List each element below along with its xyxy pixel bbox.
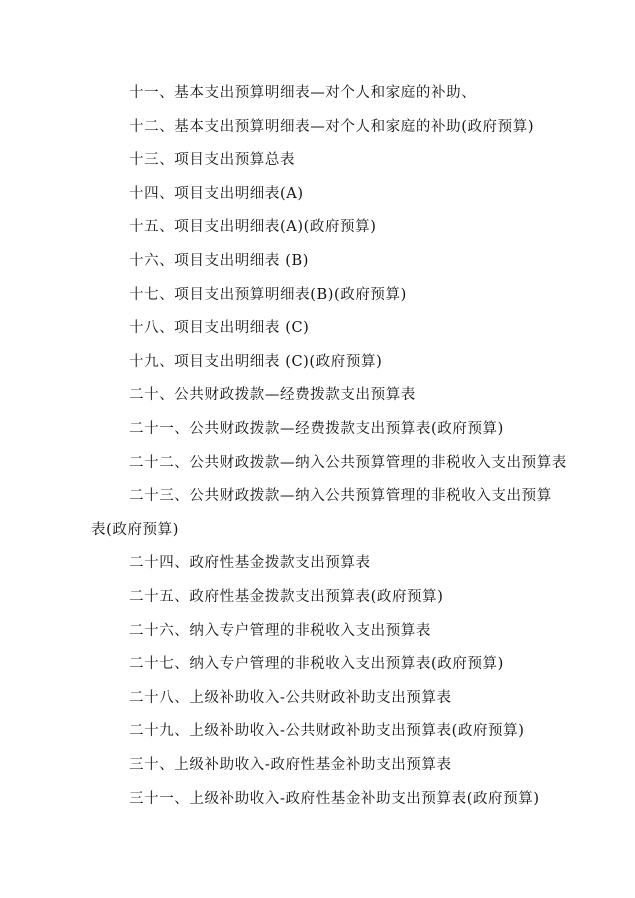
list-item: 十五、项目支出明细表(A)(政府预算)	[129, 219, 377, 235]
list-item: 十七、项目支出预算明细表(B)(政府预算)	[129, 287, 407, 303]
list-item: 十三、项目支出预算总表	[129, 152, 296, 168]
list-item: 十一、基本支出预算明细表—对个人和家庭的补助、	[129, 85, 477, 101]
list-item: 二十六、纳入专户管理的非税收入支出预算表	[129, 623, 431, 639]
list-item: 二十一、公共财政拨款—经费拨款支出预算表(政府预算)	[129, 421, 504, 437]
list-item: 二十八、上级补助收入-公共财政补助支出预算表	[129, 690, 452, 706]
list-item: 二十、公共财政拨款—经费拨款支出预算表	[129, 387, 416, 403]
list-item: 二十二、公共财政拨款—纳入公共预算管理的非税收入支出预算表	[129, 455, 567, 471]
list-item: 三十、上级补助收入-政府性基金补助支出预算表	[129, 757, 452, 773]
list-item-continuation: 表(政府预算)	[91, 522, 180, 538]
list-item: 十四、项目支出明细表(A)	[129, 186, 304, 202]
list-item: 十二、基本支出预算明细表—对个人和家庭的补助(政府预算)	[129, 119, 535, 135]
list-item: 二十五、政府性基金拨款支出预算表(政府预算)	[129, 589, 444, 605]
list-item: 二十四、政府性基金拨款支出预算表	[129, 555, 371, 571]
list-item: 十六、项目支出明细表 (B)	[129, 253, 309, 269]
list-item: 十九、项目支出明细表 (C)(政府预算)	[129, 354, 383, 370]
list-item: 三十一、上级补助收入-政府性基金补助支出预算表(政府预算)	[129, 791, 540, 807]
list-item: 二十九、上级补助收入-公共财政补助支出预算表(政府预算)	[129, 723, 525, 739]
list-item: 二十七、纳入专户管理的非税收入支出预算表(政府预算)	[129, 656, 504, 672]
list-item: 十八、项目支出明细表 (C)	[129, 320, 310, 336]
list-item: 二十三、公共财政拨款—纳入公共预算管理的非税收入支出预算	[129, 488, 552, 504]
